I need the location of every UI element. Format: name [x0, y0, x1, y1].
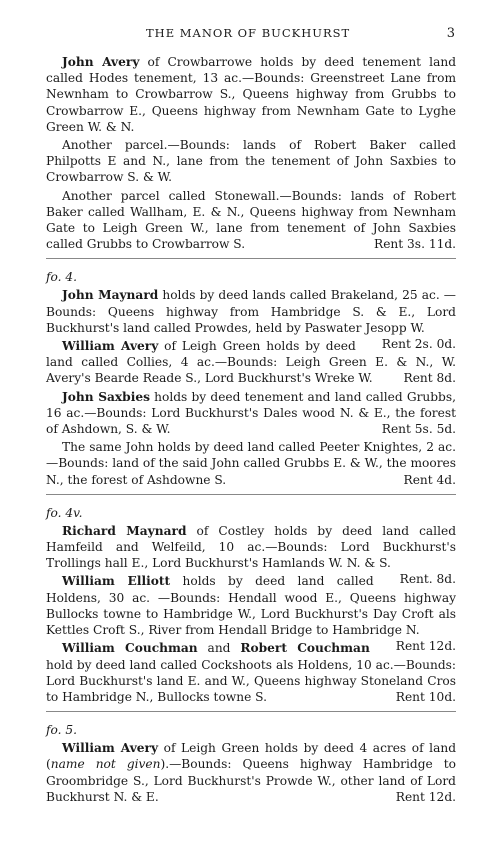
- folio-marker: fo. 5.: [46, 723, 78, 738]
- entry-text: of Crowbarrowe holds by deed tenement land called Hodes tenement, 13 ac.—Bounds: Greenstreet Lane from Newnham to Crowbarrow S., Queens highway from Grubbs to Crowbarrow E., Queens highway from Newnham Gate to Lyghe Green W. & N.: [46, 55, 456, 134]
- running-head: [46, 26, 456, 54]
- entry-text: of Leigh Green holds by deed land called Collies, 4 ac.—Bounds: Leigh Green E. & N., W. Avery's Bearde Reade S., Lord Buckhurst's Wreke W.: [46, 339, 456, 386]
- entry-text: and: [197, 641, 241, 656]
- folio-section: [46, 258, 456, 487]
- tenant-name: William Avery: [62, 741, 159, 756]
- entry-paragraph: [46, 54, 456, 135]
- folio-section: [46, 54, 456, 252]
- entry-text: holds by deed land called Holdens, 30 ac. —Bounds: Hendall wood E., Queens highway Bullocks towne to Hambridge W., Lord Buckhurst's Day Croft als Kettles Croft S., River from Hendall Bridge to Hambridge N.: [46, 574, 456, 638]
- tenant-name: William Couchman: [62, 641, 198, 656]
- entry-text: Another parcel.—Bounds: lands of Robert Baker called Philpotts E and N., lane from the tenement of John Saxbies to Crowbarrow S. & W.: [46, 138, 456, 185]
- rent-amount: Rent 10d.: [395, 689, 456, 704]
- entry-text: holds by deed lands called Brakeland, 25 ac. —Bounds: Queens highway from Hambridge S. & E., Lord Buckhurst's land called Prowdes, held by Paswater Jesopp W.: [46, 288, 456, 335]
- entry-text-after: ).—Bounds: Queens highway Hambridge to Groombridge S., Lord Buckhurst's Prowde W., other land of Lord Buckhurst N. & E.: [46, 757, 456, 804]
- tenant-name: William Avery: [62, 339, 159, 354]
- entry-paragraph: [46, 439, 456, 488]
- tenant-name: John Saxbies: [62, 389, 150, 404]
- tenant-name: John Avery: [62, 55, 140, 69]
- italic-note: name not given: [50, 757, 161, 772]
- entry-text: of Costley holds by deed land called Hamfeild and Welfeild, 10 ac.—Bounds: Lord Buckhurst's Trollings hall E., Lord Buckhurst's Hamlands W. N. & S.: [46, 523, 456, 571]
- entry-paragraph: [46, 188, 456, 253]
- rent-amount: Rent 5s. 5d.: [381, 422, 456, 437]
- rent-amount: Rent 3s. 11d.: [374, 237, 456, 252]
- rent-amount: Rent 8d.: [403, 371, 456, 386]
- tenant-name-secondary: Robert Couchman: [240, 641, 370, 656]
- rent-amount: Rent 12d.: [395, 789, 456, 804]
- document-body: [46, 54, 456, 805]
- entry-text-continued: hold by deed land called Cockshoots als Holdens, 10 ac.—Bounds: Lord Buckhurst's land E. and W., Queens highway Stoneland Cros to Hambridge N., Bullocks towne S.: [46, 657, 456, 704]
- page-number: 3: [446, 26, 456, 41]
- folio-section: [46, 711, 456, 805]
- entry-paragraph: [46, 389, 456, 438]
- rent-amount: Rent 2s. 0d.: [381, 337, 456, 352]
- entry-text: of Leigh Green holds by deed 4 acres of land (: [46, 741, 456, 772]
- entry-paragraph: [46, 740, 456, 805]
- folio-marker: fo. 4v.: [46, 505, 83, 520]
- tenant-name: Richard Maynard: [62, 523, 187, 538]
- rent-amount: Rent. 8d.: [399, 572, 456, 587]
- rent-amount: Rent 4d.: [403, 472, 456, 487]
- folio-section: [46, 494, 456, 705]
- entry-text: Another parcel called Stonewall.—Bounds: lands of Robert Baker called Wallham, E. & N., Queens highway from Newnham Gate to Leigh Green W., lane from tenement of John Saxbies called Grubbs to Crowbarrow S.: [46, 188, 456, 252]
- entry-paragraph: [46, 137, 456, 186]
- folio-marker: fo. 4.: [46, 270, 78, 285]
- rent-amount: Rent 12d.: [395, 639, 456, 654]
- tenant-name: John Maynard: [62, 288, 159, 303]
- entry-text: The same John holds by deed land called Peeter Knightes, 2 ac. —Bounds: land of the said John called Grubbs E. & W., the moores N., the forest of Ashdowne S.: [46, 440, 457, 487]
- page-title: THE MANOR OF BUCKHURST: [146, 26, 351, 40]
- entry-text: holds by deed tenement and land called Grubbs, 16 ac.—Bounds: Lord Buckhurst's Dales wood N. & E., the forest of Ashdown, S. & W.: [46, 389, 456, 437]
- tenant-name: William Elliott: [62, 574, 171, 589]
- document-page: [46, 26, 456, 805]
